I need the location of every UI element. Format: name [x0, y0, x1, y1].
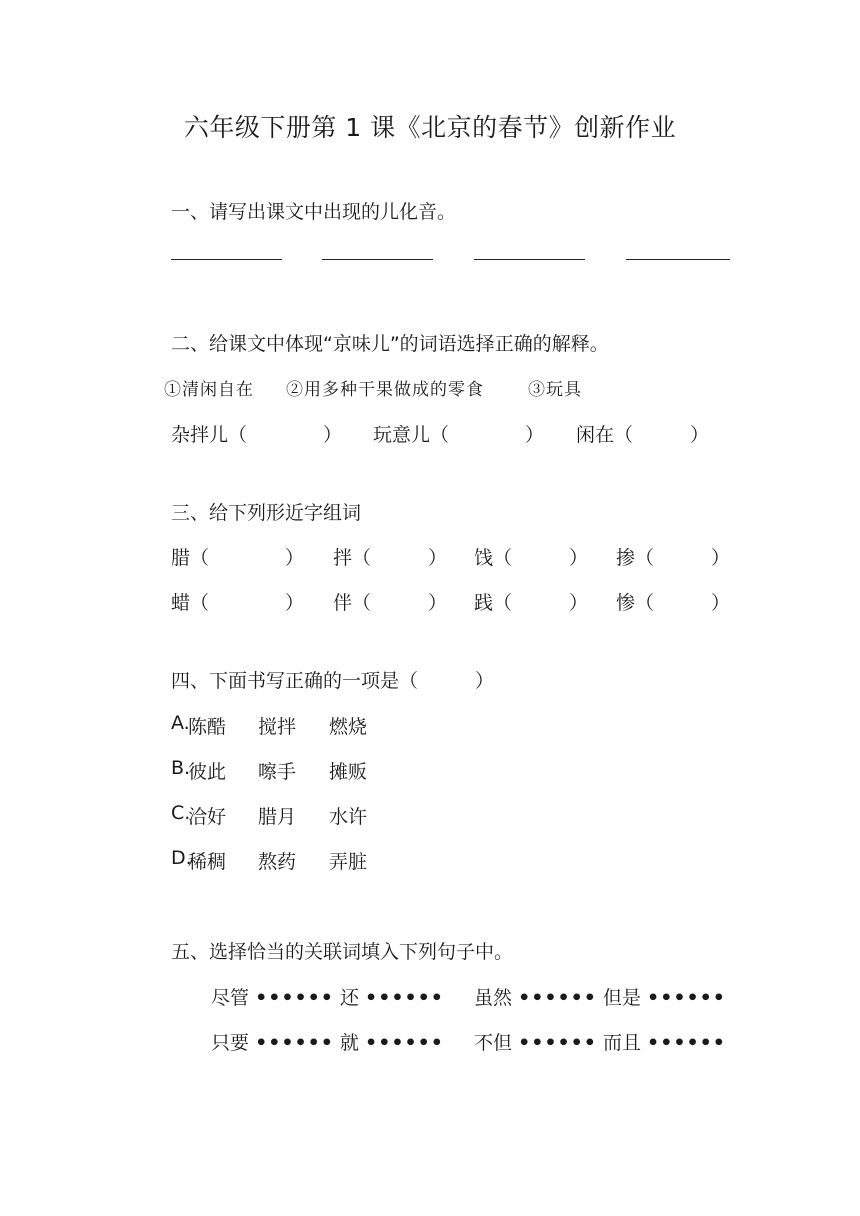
- ellipsis-dots: ••••••: [255, 987, 334, 1009]
- ellipsis-dots: ••••••: [647, 987, 726, 1009]
- q2-item-2: 玩意儿（ ）: [373, 424, 545, 446]
- choice-a-word-2: 搅拌: [258, 716, 297, 738]
- conjunction-pair-4: [474, 1028, 726, 1055]
- conjunction-pair-1: [211, 983, 444, 1010]
- choice-a-word-1: 陈酷: [188, 716, 227, 738]
- q3-row2-item-1: 蜡（ ）: [171, 592, 305, 614]
- ellipsis-dots: ••••••: [518, 1032, 597, 1054]
- choice-b-word-2: 嚓手: [258, 761, 297, 783]
- choice-c-word-3: 水许: [329, 806, 368, 828]
- option-1: ①清闲自在: [164, 380, 254, 400]
- choice-c-word-2: 腊月: [258, 806, 297, 828]
- choice-c-word-1: 洽好: [188, 806, 227, 828]
- choice-b-letter: B.: [171, 757, 191, 779]
- question-5-heading: 五、选择恰当的关联词填入下列句子中。: [171, 941, 514, 963]
- pair-3-second: 就: [339, 1032, 359, 1054]
- option-2: ②用多种干果做成的零食: [286, 380, 484, 400]
- question-1-heading: 一、请写出课文中出现的儿化音。: [171, 201, 457, 223]
- choice-d-word-2: 熬药: [258, 851, 297, 873]
- conjunction-pair-2: [474, 983, 726, 1010]
- q2-item-3: 闲在（ ）: [576, 424, 710, 446]
- q3-row1-item-1: 腊（ ）: [171, 547, 305, 569]
- q3-row1-item-3: 饯（ ）: [474, 547, 589, 569]
- question-2-heading: 二、给课文中体现“京味儿”的词语选择正确的解释。: [171, 333, 609, 355]
- pair-1-second: 还: [339, 987, 359, 1009]
- answer-blank-1[interactable]: [171, 259, 282, 260]
- answer-blank-2[interactable]: [322, 259, 433, 260]
- option-3: ③玩具: [528, 380, 582, 400]
- choice-a-word-3: 燃烧: [329, 716, 368, 738]
- conjunction-pair-3: [211, 1028, 444, 1055]
- ellipsis-dots: ••••••: [365, 987, 444, 1009]
- ellipsis-dots: ••••••: [255, 1032, 334, 1054]
- choice-d-word-3: 弄脏: [329, 851, 368, 873]
- pair-2-second: 但是: [602, 987, 641, 1009]
- choice-b-word-1: 彼此: [188, 761, 227, 783]
- choice-c-letter: C.: [171, 802, 191, 824]
- ellipsis-dots: ••••••: [647, 1032, 726, 1054]
- q3-row1-item-4: 掺（ ）: [616, 547, 731, 569]
- q3-row2-item-3: 践（ ）: [474, 592, 589, 614]
- pair-2-first: 虽然: [474, 987, 513, 1009]
- choice-b-word-3: 摊贩: [329, 761, 368, 783]
- pair-4-second: 而且: [602, 1032, 641, 1054]
- question-4-heading: 四、下面书写正确的一项是（ ）: [171, 670, 495, 692]
- ellipsis-dots: ••••••: [518, 987, 597, 1009]
- pair-1-first: 尽管: [211, 987, 250, 1009]
- choice-a-letter: A.: [171, 712, 190, 734]
- page-title: 六年级下册第 1 课《北京的春节》创新作业: [183, 113, 677, 142]
- pair-3-first: 只要: [211, 1032, 250, 1054]
- answer-blank-3[interactable]: [474, 259, 585, 260]
- q3-row1-item-2: 拌（ ）: [333, 547, 448, 569]
- q3-row2-item-4: 惨（ ）: [616, 592, 731, 614]
- question-3-heading: 三、给下列形近字组词: [171, 502, 362, 524]
- choice-d-word-1: 稀稠: [188, 851, 227, 873]
- choice-d-letter: D.: [171, 847, 192, 869]
- q2-item-1: 杂拌儿（ ）: [171, 424, 343, 446]
- answer-blank-4[interactable]: [626, 259, 730, 260]
- ellipsis-dots: ••••••: [365, 1032, 444, 1054]
- pair-4-first: 不但: [474, 1032, 513, 1054]
- q3-row2-item-2: 伴（ ）: [333, 592, 448, 614]
